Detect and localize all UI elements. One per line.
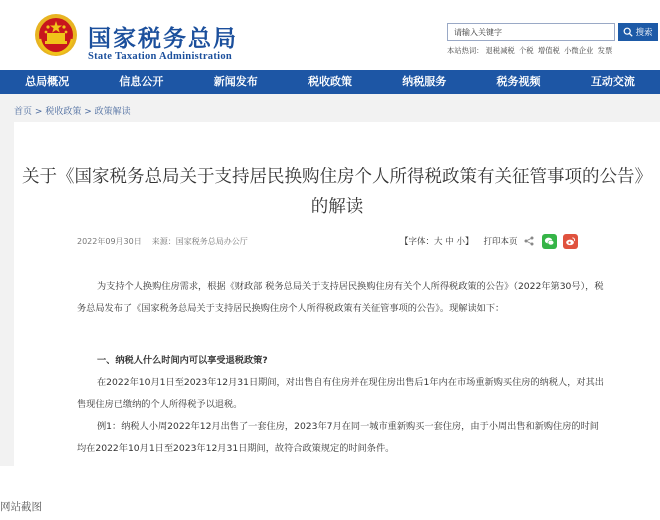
breadcrumb-tax-policy[interactable]: 税收政策 [45, 107, 82, 117]
article-tools [400, 232, 578, 250]
article-section-heading: 一、纳税人什么时间内可以享受退税政策? [97, 355, 268, 366]
article-meta [77, 236, 248, 247]
print-button[interactable]: 打印本页 [483, 237, 518, 247]
share-icon[interactable] [524, 236, 534, 246]
breadcrumb-home[interactable]: 首页 [14, 107, 33, 117]
font-size-small[interactable]: 小 [456, 237, 465, 247]
breadcrumb-policy-interpretation[interactable]: 政策解读 [94, 107, 131, 117]
font-size-label: 【字体： [400, 237, 435, 247]
nav-item-interaction[interactable]: 互动交流 [590, 75, 635, 88]
nav-item-news[interactable]: 新闻发布 [213, 75, 258, 88]
nav-item-tax-video[interactable]: 税务视频 [496, 75, 541, 88]
font-size-control [400, 235, 473, 247]
article-source: 来源：国家税务总局办公厅 [151, 237, 248, 246]
article-paragraph: 例1：纳税人小周2022年12月出售了一套住房，2023年7月在同一城市重新购买一套住房，由于小周出售和新购住房的时间均在2022年10月1日至2023年12月31日期间，故符合政策规定的时间条件。 [77, 421, 599, 454]
nav-item-info-disclosure[interactable]: 信息公开 [119, 75, 164, 88]
image-caption: 网站截图 [0, 501, 42, 513]
hot-word[interactable]: 退税减税 [485, 46, 515, 55]
weibo-share-icon[interactable] [563, 234, 578, 249]
search-icon [623, 27, 633, 37]
hot-word[interactable]: 个税 [519, 46, 534, 55]
font-size-close: 】 [464, 237, 474, 247]
site-logo-text[interactable]: 国家税务总局 [88, 25, 238, 52]
site-logo-english[interactable]: State Taxation Administration [88, 51, 233, 62]
main-nav [0, 70, 660, 94]
nav-item-tax-service[interactable]: 纳税服务 [402, 75, 447, 88]
nav-item-tax-policy[interactable]: 税收政策 [307, 75, 352, 88]
search-button[interactable] [618, 23, 658, 41]
font-size-medium[interactable]: 中 [445, 237, 454, 247]
breadcrumb-separator: > [84, 107, 92, 117]
site-header [0, 0, 660, 70]
hot-word[interactable]: 增值税 [537, 46, 560, 55]
national-emblem-icon[interactable] [34, 13, 78, 57]
article-paragraph: 为支持个人换购住房需求，根据《财政部 税务总局关于支持居民换购住房有关个人所得税政策的公告》（2022年第30号），税务总局发布了《国家税务总局关于支持居民换购住房个人所得税政策有关征管事项的公告》。现解读如下： [77, 281, 604, 314]
nav-item-overview[interactable]: 总局概况 [25, 75, 70, 88]
article-date: 2022年09月30日 [77, 237, 142, 246]
search-button-label: 搜索 [635, 28, 653, 38]
breadcrumb-separator: > [34, 107, 43, 117]
hot-word[interactable]: 小微企业 [564, 46, 594, 55]
breadcrumb [14, 104, 131, 117]
font-size-large[interactable]: 大 [434, 237, 443, 247]
article-paragraph: 在2022年10月1日至2023年12月31日期间，对出售自有住房并在现住房出售后1年内在市场重新购买住房的纳税人，对其出售现住房已缴纳的个人所得税予以退税。 [77, 377, 604, 410]
article-title: 关于《国家税务总局关于支持居民换购住房个人所得税政策有关征管事项的公告》的解读 [22, 167, 652, 217]
hot-words [447, 46, 614, 56]
hot-words-label: 本站热词： [447, 46, 484, 55]
wechat-share-icon[interactable] [542, 234, 557, 249]
hot-word[interactable]: 发票 [597, 46, 613, 55]
search-input[interactable]: 请输入关键字 [447, 23, 615, 41]
